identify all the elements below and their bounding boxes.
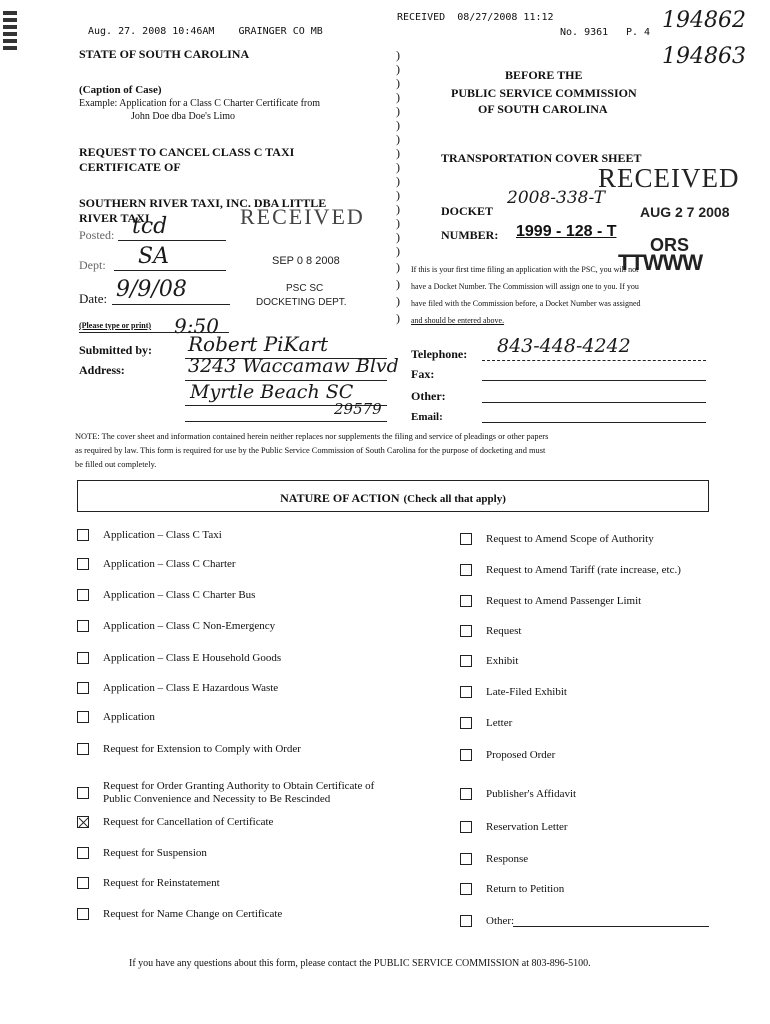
checkbox-app-class-e-household[interactable] [77, 652, 89, 664]
handwritten-id-1: 194862 [662, 8, 746, 33]
checkbox-app-class-c-non-emergency[interactable] [77, 620, 89, 632]
nature-of-action-title: NATURE OF ACTION [280, 491, 400, 505]
checkbox-request[interactable] [460, 625, 472, 637]
option-application[interactable] [77, 711, 155, 723]
posted-line [118, 240, 226, 241]
option-label: Application – Class E Hazardous Waste [103, 682, 279, 694]
date-line [112, 304, 230, 305]
dept-value: SA [138, 244, 169, 269]
option-proposed-order[interactable] [460, 749, 555, 761]
option-label: Application – Class C Charter [103, 558, 236, 570]
option-reservation-letter[interactable] [460, 821, 568, 833]
option-label: Application [103, 711, 155, 723]
note-line-2: as required by law. This form is required for use by the Public Service Commission of South Carolina for the purpose of docketing and must [75, 446, 546, 455]
option-reinstatement[interactable] [77, 877, 220, 889]
option-label: Response [486, 853, 529, 865]
option-label: Request for Suspension [103, 847, 207, 859]
other-line [482, 402, 706, 403]
docket-note-3: have filed with the Commission before, a Docket Number was assigned [411, 299, 641, 308]
option-label: Application – Class C Charter Bus [103, 589, 256, 601]
option-exhibit[interactable] [460, 655, 518, 667]
posted-label: Posted: [79, 228, 115, 242]
option-label: Request to Amend Scope of Authority [486, 533, 654, 545]
date-value: 9/9/08 [116, 277, 187, 302]
option-label: Request [486, 625, 522, 637]
telephone-line [482, 360, 706, 361]
checkbox-app-class-e-hazardous[interactable] [77, 682, 89, 694]
checkbox-amend-tariff[interactable] [460, 564, 472, 576]
address-zip: 29579 [334, 400, 382, 418]
psc-received-stamp: RECEIVED [240, 204, 365, 229]
option-app-class-c-charter-bus[interactable] [77, 589, 255, 601]
psc-stamp-dept: DOCKETING DEPT. [256, 297, 347, 308]
checkbox-name-change[interactable] [77, 908, 89, 920]
psc-stamp-date: SEP 0 8 2008 [272, 255, 340, 267]
checkbox-app-class-c-charter[interactable] [77, 558, 89, 570]
address-line-3-rule [185, 421, 387, 422]
option-amend-passenger[interactable] [460, 595, 641, 607]
posted-value: tcd [132, 214, 168, 239]
other-label: Other: [411, 389, 446, 403]
option-label: Reservation Letter [486, 821, 568, 833]
fax-page: P. 4 [626, 27, 651, 38]
fax-header-received: RECEIVED 08/27/2008 11:12 [397, 12, 554, 23]
option-label: Request to Amend Tariff (rate increase, etc.) [486, 564, 681, 576]
fax-label: Fax: [411, 367, 435, 381]
option-label: Proposed Order [486, 749, 556, 761]
address-line-2: Myrtle Beach SC [190, 381, 354, 403]
ors-stamp: ORS [650, 235, 690, 255]
company-name-1: SOUTHERN RIVER TAXI, INC. DBA LITTLE [79, 196, 327, 210]
option-label: Request to Amend Passenger Limit [486, 595, 642, 607]
submitted-by-value: Robert PiKart [188, 332, 329, 356]
request-title-2: CERTIFICATE OF [79, 160, 181, 174]
fax-number: No. 9361 [560, 27, 609, 38]
email-line [482, 422, 706, 423]
option-app-class-c-non-emergency[interactable] [77, 620, 275, 632]
docket-note-2: have a Docket Number. The Commission will assign one to you. If you [411, 282, 639, 291]
nature-of-action-header [77, 480, 709, 512]
docket-handwritten: 2008-338-T [507, 188, 605, 208]
option-amend-scope[interactable] [460, 533, 654, 545]
received-stamp: RECEIVED [598, 163, 740, 193]
option-label: Request for Extension to Comply with Order [103, 743, 301, 755]
received-stamp-date: AUG 2 7 2008 [640, 204, 730, 220]
caption-example-1: Example: Application for a Class C Charter Certificate from [79, 98, 321, 109]
nature-of-action-subtitle: (Check all that apply) [403, 493, 506, 505]
option-label: Request for Order Granting Authority to Obtain Certificate of [103, 780, 375, 792]
option-label: Late-Filed Exhibit [486, 686, 567, 698]
option-rescind-order[interactable] [77, 780, 374, 806]
telephone-value: 843-448-4242 [497, 335, 631, 357]
checkbox-amend-passenger[interactable] [460, 595, 472, 607]
ttw-stamp: TTWWW [618, 250, 703, 275]
handwritten-id-2: 194863 [662, 44, 746, 69]
docket-note-4: and should be entered above. [411, 316, 505, 325]
option-label: Application – Class C Taxi [103, 529, 222, 541]
footer-contact: If you have any questions about this form, please contact the PUBLIC SERVICE COMMISSION at 803-896-5100. [129, 958, 591, 969]
checkbox-app-class-c-taxi[interactable] [77, 529, 89, 541]
option-label-line2: Public Convenience and Necessity to Be Rescinded [103, 793, 331, 805]
option-label: Request for Cancellation of Certificate [103, 816, 274, 828]
option-app-class-e-household[interactable] [77, 652, 281, 664]
option-label: Application – Class C Non-Emergency [103, 620, 276, 632]
option-label: Letter [486, 717, 513, 729]
request-title-1: REQUEST TO CANCEL CLASS C TAXI [79, 145, 295, 159]
fax-line [482, 380, 706, 381]
dept-label: Dept: [79, 258, 106, 272]
caption-label: (Caption of Case) [79, 84, 162, 96]
checkbox-cancellation[interactable] [77, 816, 89, 828]
option-late-filed-exhibit[interactable] [460, 686, 567, 698]
submitted-by-label: Submitted by: [79, 343, 153, 357]
checkbox-suspension[interactable] [77, 847, 89, 859]
option-app-class-c-taxi[interactable] [77, 529, 222, 541]
docket-label: DOCKET [441, 204, 494, 218]
date-label: Date: [79, 291, 108, 306]
option-label: Exhibit [486, 655, 519, 667]
checkbox-amend-scope[interactable] [460, 533, 472, 545]
checkbox-app-class-c-charter-bus[interactable] [77, 589, 89, 601]
dept-line [114, 270, 226, 271]
commission-name-1: PUBLIC SERVICE COMMISSION [451, 86, 637, 100]
company-name-2: RIVER TAXI [79, 211, 150, 225]
option-request[interactable] [460, 625, 521, 637]
fax-header-left: Aug. 27. 2008 10:46AM GRAINGER CO MB [88, 26, 323, 37]
option-cancellation[interactable] [77, 816, 273, 828]
option-response[interactable] [460, 853, 528, 865]
telephone-label: Telephone: [411, 347, 468, 361]
checkbox-other[interactable] [460, 915, 472, 927]
checkbox-reinstatement[interactable] [77, 877, 89, 889]
option-extension[interactable] [77, 743, 301, 755]
option-letter[interactable] [460, 717, 512, 729]
address-line-1: 3243 Waccamaw Blvd [188, 355, 399, 377]
option-name-change[interactable] [77, 908, 282, 920]
email-label: Email: [411, 411, 443, 423]
state-title: STATE OF SOUTH CAROLINA [79, 47, 250, 61]
time-value: 9:50 [174, 314, 219, 338]
caption-example-2: John Doe dba Doe's Limo [131, 111, 236, 122]
option-label: Request for Name Change on Certificate [103, 908, 283, 920]
option-label: Return to Petition [486, 883, 565, 895]
option-label: Application – Class E Household Goods [103, 652, 282, 664]
checkbox-reservation-letter[interactable] [460, 821, 472, 833]
option-return-to-petition[interactable] [460, 883, 564, 895]
checkbox-proposed-order[interactable] [460, 749, 472, 761]
checkbox-application[interactable] [77, 711, 89, 723]
type-or-print-label: (Please type or print) [79, 321, 152, 330]
before-the: BEFORE THE [505, 68, 583, 82]
option-label: Request for Reinstatement [103, 877, 220, 889]
checkbox-response[interactable] [460, 853, 472, 865]
commission-name-2: OF SOUTH CAROLINA [478, 102, 608, 116]
number-label: NUMBER: [441, 228, 499, 242]
docket-number: 1999 - 128 - T [516, 223, 617, 240]
address-label: Address: [79, 363, 125, 377]
checkbox-rescind-order[interactable] [77, 787, 89, 799]
note-line-3: be filled out completely. [75, 460, 157, 469]
docket-note-1: If this is your first time filing an application with the PSC, you will not [411, 265, 639, 274]
checkbox-late-filed-exhibit[interactable] [460, 686, 472, 698]
option-app-class-c-charter[interactable] [77, 558, 236, 570]
fax-binding-marks [3, 8, 17, 50]
option-other[interactable] [460, 915, 514, 927]
option-label: Publisher's Affidavit [486, 788, 577, 800]
checkbox-extension[interactable] [77, 743, 89, 755]
other-entry-line [513, 926, 709, 927]
option-label: Other: [486, 915, 515, 927]
note-line-1: NOTE: The cover sheet and information contained herein neither replaces nor supplements the filing and service of pleadings or other papers [75, 432, 549, 441]
cover-sheet-title: TRANSPORTATION COVER SHEET [441, 151, 642, 165]
checkbox-return-to-petition[interactable] [460, 883, 472, 895]
option-amend-tariff[interactable] [460, 564, 681, 576]
option-publishers-affidavit[interactable] [460, 788, 576, 800]
option-app-class-e-hazardous[interactable] [77, 682, 278, 694]
psc-stamp-name: PSC SC [286, 283, 324, 294]
option-suspension[interactable] [77, 847, 207, 859]
checkbox-letter[interactable] [460, 717, 472, 729]
checkbox-exhibit[interactable] [460, 655, 472, 667]
checkbox-publishers-affidavit[interactable] [460, 788, 472, 800]
